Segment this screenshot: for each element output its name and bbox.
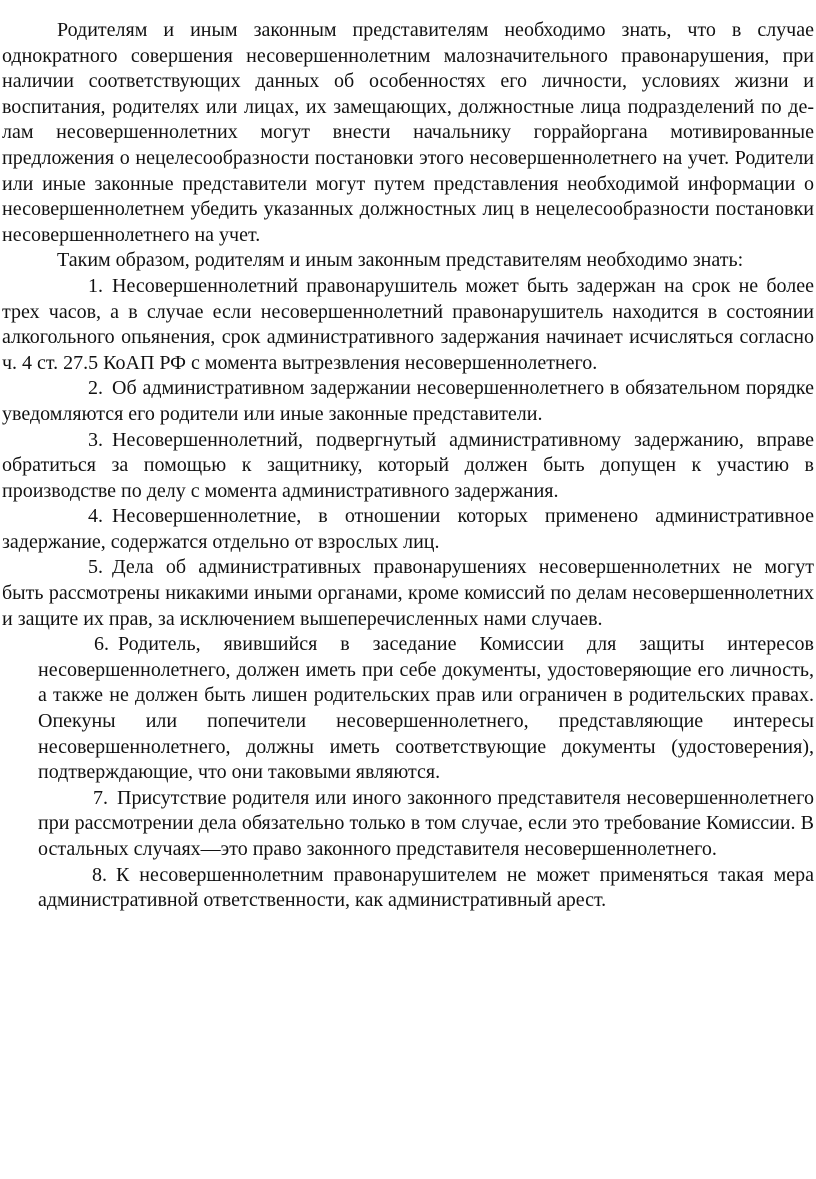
list-item-5: [2, 555, 814, 632]
list-item-number: 2.: [88, 377, 103, 400]
list-item-text: Несовершеннолетний, подвергнутый административному задержанию, вправе обратиться за помощью к защитнику, который должен быть допущен к участию в производстве по делу с момента административного задержания.: [2, 428, 814, 502]
intro-lead-paragraph: Таким образом, родителям и иным законным представителям необходимо знать:: [57, 249, 744, 272]
list-item-number: 4.: [88, 505, 103, 528]
list-item-number: 7.: [93, 786, 108, 809]
list-item-7: [2, 786, 814, 863]
list-item-number: 5.: [88, 556, 103, 579]
list-item-text: К несовершеннолетним правонарушителем не может применяться такая мера административной ответственности, как административный арест.: [38, 863, 814, 912]
document-page: [0, 18, 816, 914]
list-item-number: 6.: [94, 633, 109, 656]
list-item-text: Дела об административных правонарушениях несовершеннолетних не могут быть рассмотрены никакими иными органами, кроме комиссий по делам несовершеннолетних и защите их прав, за исключением вышеперечисленных нами случаев.: [2, 556, 814, 630]
list-item-number: 1.: [88, 274, 103, 297]
list-item-text: Несовершеннолетний правонарушитель может быть задержан на срок не более трех часов, а в случае если несовершеннолетний правонарушитель находится в состоянии алкогольного опьянения, срок административного задержания начинает исчисляться согласно ч. 4 ст. 27.5 КоАП РФ с момента вытрезвления несовершеннолетнего.: [2, 274, 814, 374]
list-item-2: [2, 376, 814, 427]
list-item-1: [2, 274, 814, 376]
list-item-text: Родитель, явившийся в заседание Комиссии для защиты интересов несовершеннолетнего, должен иметь при себе документы, удостоверяющие его личность, а также не должен быть лишен родительских прав или ограничен в родительских правах. Опекуны или попечители несовершеннолетнего, представляющие интересы несовершеннолетнего, должны иметь соответствующие документы (удостоверения), подтверждающие, что они таковыми являются.: [38, 633, 814, 784]
intro-paragraph: Родителям и иным законным представителям необходимо знать, что в случае однократного совершения несовершеннолетним малозначительного правонарушения, при наличии соответствующих данных об особенностях его личности, условиях жизни и воспитания, родителях или лицах, их замещающих, должностные лица подразделений по де-лам несовершеннолетних могут внести начальнику горрайоргана мотивированные предложения о нецелесообразности постановки этого несовершеннолетнего на учет. Родители или иные законные представители могут путем представления необходимой информации о несовершеннолетнем убедить указанных должностных лиц в нецелесообразности постановки несовершеннолетнего на учет.: [2, 19, 814, 246]
list-item-number: 8.: [92, 863, 107, 886]
list-item-number: 3.: [88, 428, 103, 451]
list-item-6: [2, 632, 814, 786]
list-item-8: [2, 863, 814, 914]
list-item-text: Об административном задержании несовершеннолетнего в обязательном порядке уведомляются его родители или иные законные представители.: [2, 377, 814, 425]
list-item-4: [2, 504, 814, 555]
list-item-text: Несовершеннолетние, в отношении которых применено административное задержание, содержатся отдельно от взрослых лиц.: [2, 505, 814, 553]
list-item-text: Присутствие родителя или иного законного представителя несовершеннолетнего при рассмотрении дела обязательно только в том случае, если это требование Комиссии. В остальных случаях—это право законного представителя несовершеннолетнего.: [38, 786, 814, 860]
list-item-3: [2, 428, 814, 505]
